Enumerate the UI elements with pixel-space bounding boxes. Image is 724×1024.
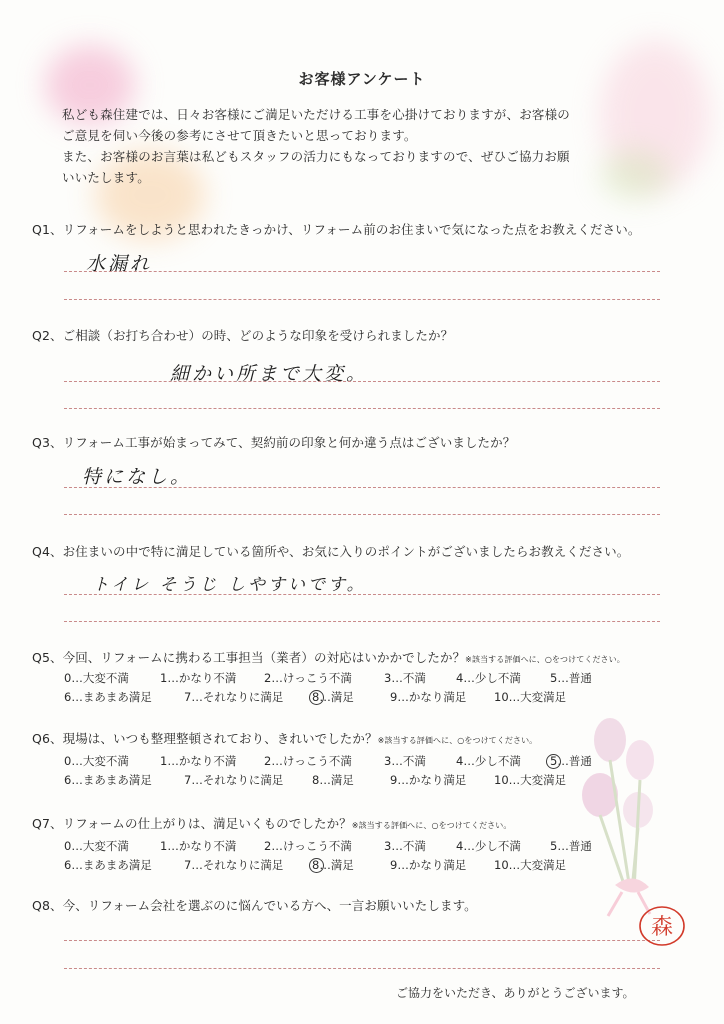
rating-option[interactable]: 0…大変不満 [64, 839, 129, 853]
question-2-answer: 細かい所まで大変。 [170, 363, 369, 385]
intro-line: 私ども森住建では、日々お客様にご満足いただける工事を心掛けておりますが、お客様の [62, 107, 571, 122]
answer-line [64, 621, 660, 622]
rating-option[interactable]: 9…かなり満足 [390, 858, 467, 872]
rating-option[interactable]: 0…大変不満 [64, 671, 129, 685]
rating-option[interactable]: 2…けっこう不満 [264, 671, 352, 685]
question-5-text: Q5、今回、リフォームに携わる工事担当（業者）の対応はいかかでしたか？ [32, 650, 466, 665]
question-5-note: ※該当する評価へに、○をつけてください。 [465, 655, 625, 664]
rating-option[interactable]: 2…けっこう不満 [264, 754, 352, 768]
intro-line: いいたします。 [62, 170, 150, 185]
answer-line [64, 381, 660, 382]
intro-line: また、お客様のお言葉は私どもスタッフの活力にもなっておりますので、ぜひご協力お願 [62, 149, 570, 164]
intro-line: ご意見を伺い今後の参考にさせて頂きたいと思っております。 [62, 128, 417, 143]
answer-line [64, 487, 660, 488]
question-7-label [32, 814, 511, 832]
answer-line [64, 594, 660, 595]
rating-option[interactable]: 4…少し不満 [456, 754, 521, 768]
rating-option[interactable]: 5…普通 [550, 671, 592, 685]
answer-line [64, 299, 660, 300]
rating-option[interactable]: 5…普通 [550, 754, 592, 768]
rating-option[interactable]: 6…まあまあ満足 [64, 773, 152, 787]
answer-line [64, 514, 660, 515]
rating-option[interactable]: 6…まあまあ満足 [64, 690, 152, 704]
rating-scale-q7 [64, 838, 592, 876]
rating-scale-q5 [64, 670, 592, 708]
question-1-label: Q1、リフォームをしようと思われたきっかけ、リフォーム前のお住まいで気になった点をお教えください。 [32, 222, 641, 237]
rating-option[interactable]: 3…不満 [384, 839, 426, 853]
rating-option[interactable]: 10…大変満足 [494, 858, 567, 872]
answer-line [64, 968, 660, 969]
question-3-label: Q3、リフォーム工事が始まってみて、契約前の印象と何か違う点はございましたか？ [32, 435, 516, 450]
question-2-label: Q2、ご相談（お打ち合わせ）の時、どのような印象を受けられましたか？ [32, 328, 454, 343]
rating-option[interactable]: 7…それなりに満足 [184, 773, 284, 787]
rating-option[interactable]: 9…かなり満足 [390, 773, 467, 787]
rating-option[interactable]: 0…大変不満 [64, 754, 129, 768]
answer-line [64, 271, 660, 272]
question-6-note: ※該当する評価へに、○をつけてください。 [377, 736, 538, 745]
rating-option[interactable]: 9…かなり満足 [390, 690, 467, 704]
thank-you-footer: ご協力をいただき、ありがとうございます。 [396, 986, 635, 1000]
rating-option[interactable]: 8…満足 [312, 858, 354, 872]
approval-stamp [634, 896, 690, 956]
rating-option[interactable]: 6…まあまあ満足 [64, 858, 152, 872]
rating-option[interactable]: 3…不満 [384, 671, 426, 685]
answer-line [64, 940, 660, 941]
stamp-character: 森 [650, 915, 674, 940]
question-7-text: Q7、リフォームの仕上がりは、満足いくものでしたか？ [32, 816, 352, 831]
rating-option[interactable]: 1…かなり不満 [160, 839, 237, 853]
rating-option[interactable]: 4…少し不満 [456, 839, 521, 853]
selected-rating-circle [546, 754, 561, 769]
rating-option[interactable]: 7…それなりに満足 [184, 858, 284, 872]
selected-rating-circle [309, 690, 324, 705]
question-4-label: Q4、お住まいの中で特に満足している箇所や、お気に入りのポイントがございましたらお教えください。 [32, 544, 630, 559]
page-title: お客様アンケート [298, 70, 426, 88]
rating-option[interactable]: 10…大変満足 [494, 773, 567, 787]
question-7-note: ※該当する評価へに、○をつけてください。 [351, 821, 512, 830]
question-3-answer: 特になし。 [82, 466, 193, 488]
question-1-answer: 水漏れ [86, 253, 153, 275]
rating-option[interactable]: 1…かなり不満 [160, 754, 237, 768]
rating-option[interactable]: 3…不満 [384, 754, 426, 768]
stamp-seal-icon [634, 896, 690, 952]
question-8-label: Q8、今、リフォーム会社を選ぶのに悩んでいる方へ、一言お願いいたします。 [32, 898, 477, 913]
intro-paragraph [62, 104, 702, 188]
rating-option[interactable]: 1…かなり不満 [160, 671, 237, 685]
rating-option[interactable]: 8…満足 [312, 690, 354, 704]
answer-line [64, 408, 660, 409]
rating-option[interactable]: 2…けっこう不満 [264, 839, 352, 853]
rating-option[interactable]: 7…それなりに満足 [184, 690, 284, 704]
rating-option[interactable]: 10…大変満足 [494, 690, 567, 704]
question-5-label [32, 648, 625, 666]
rating-option[interactable]: 5…普通 [550, 839, 592, 853]
rating-option[interactable]: 8…満足 [312, 773, 354, 787]
question-4-answer: トイレ そうじ しやすいです。 [92, 575, 367, 595]
rating-scale-q6 [64, 753, 592, 791]
question-6-label [32, 729, 537, 747]
rating-option[interactable]: 4…少し不満 [456, 671, 521, 685]
selected-rating-circle [309, 858, 324, 873]
question-6-text: Q6、現場は、いつも整理整頓されており、きれいでしたか？ [32, 731, 378, 746]
